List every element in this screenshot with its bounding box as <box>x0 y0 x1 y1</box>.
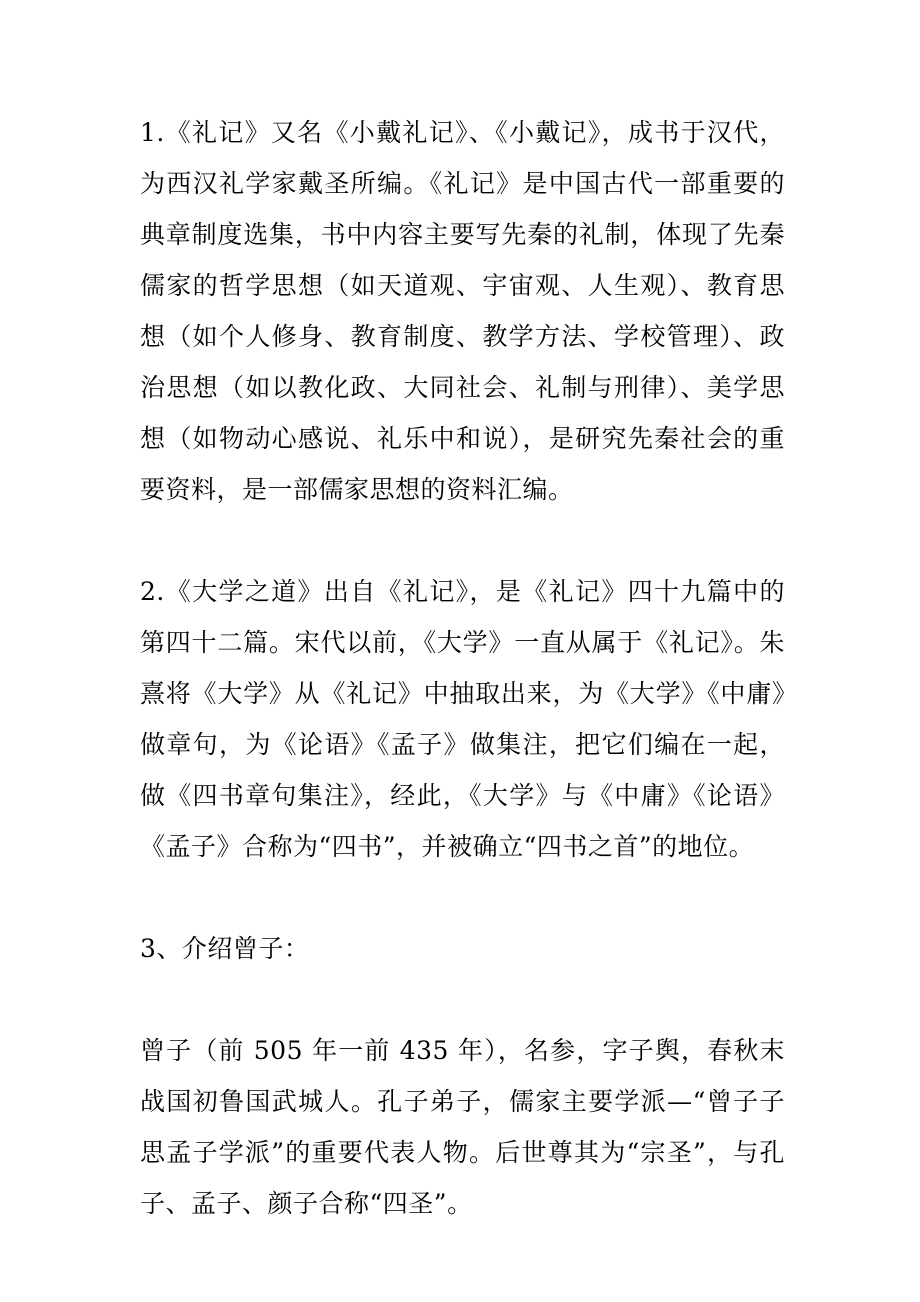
paragraph-daxue-origin: 2.《大学之道》出自《礼记》，是《礼记》四十九篇中的第四十二篇。宋代以前，《大学》一直从属于《礼记》。朱熹将《大学》从《礼记》中抽取出来，为《大学》《中庸》做章句，为《论语》《孟子》做集注，把它们编在一起，做《四书章句集注》，经此，《大学》与《中庸》《论语》《孟子》合称为“四书”，并被确立“四书之首”的地位。 <box>140 577 785 861</box>
paragraph-zengzi-bio: 曾子（前 505 年一前 435 年），名参，字子舆，春秋末战国初鲁国武城人。孔子弟子，儒家主要学派—“曾子子思孟子学派”的重要代表人物。后世尊其为“宗圣”，与孔子、孟子、颜子合称“四圣”。 <box>140 1036 785 1218</box>
paragraph-zengzi-heading: 3、介绍曾子： <box>140 934 310 963</box>
paragraph-liji-intro: 1.《礼记》又名《小戴礼记》、《小戴记》，成书于汉代，为西汉礼学家戴圣所编。《礼记》是中国古代一部重要的典章制度选集，书中内容主要写先秦的礼制，体现了先秦儒家的哲学思想（如天道观、宇宙观、人生观）、教育思想（如个人修身、教育制度、教学方法、学校管理）、政治思想（如以教化政、大同社会、礼制与刑律）、美学思想（如物动心感说、礼乐中和说），是研究先秦社会的重要资料，是一部儒家思想的资料汇编。 <box>140 118 785 504</box>
document-body <box>140 107 785 1229</box>
